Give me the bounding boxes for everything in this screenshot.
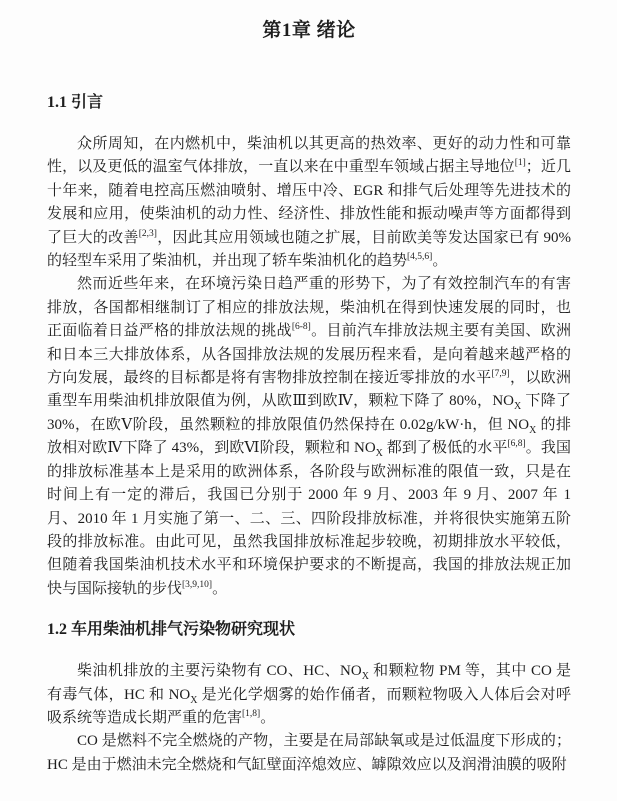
section-heading-1-2: 1.2 车用柴油机排气污染物研究现状 xyxy=(47,621,296,639)
section-1-2 xyxy=(47,616,571,777)
section-1-2-paragraphs xyxy=(47,660,571,777)
citation-superscript: [7,9] xyxy=(491,369,510,380)
chemical-subscript: X xyxy=(375,448,383,460)
citation-superscript: [1,8] xyxy=(242,708,261,719)
citation-superscript: [3,9,10] xyxy=(182,579,213,590)
citation-superscript: [1] xyxy=(514,158,526,169)
citation-superscript: [4,5,6] xyxy=(407,252,433,263)
citation-superscript: [6-8] xyxy=(291,322,311,333)
chemical-subscript: X xyxy=(514,401,522,413)
section-heading-1-1: 1.1 引言 xyxy=(47,94,104,111)
chemical-subscript: X xyxy=(361,671,369,683)
paragraph: 然而近些年来，在环境污染日趋严重的形势下，为了有效控制汽车的有害排放，各国都相继制订了相应的排放法规，柴油机在得到快速发展的同时，也正面临着日益严格的排放法规的挑战[6-8]。目前汽车排放法规主要有美国、欧洲和日本三大排放体系，从各国排放法规的发展历程来看，是向着越来越严格的方向发展，最终的目标都是将有害物排放控制在接近零排放的水平[7,9]，以欧洲重型车用柴油机排放限值为例，从欧Ⅲ到欧Ⅳ，颗粒下降了 80%，$NO_X$ 下降了 30%，在欧Ⅴ阶段，虽然颗粒的排放限值仍然保持在 0.02g/kW·h，但 $NO_X$ 的排放相对欧Ⅳ下降了 43%，到欧Ⅵ阶段，颗粒和 $NO_X$ 都到了极低的水平[6,8]。我国的排放标准基本上是采用的欧洲体系，各阶段与欧洲标准的限值一致，只是在时间上有一定的滞后，我国已分别于 2000 年 9 月、2003 年 9 月、2007 年 1 月、2010 年 1 月实施了第一、二、三、四阶段排放标准，并将很快实施第五阶段的排放标准。由此可见，虽然我国排放标准起步较晚，初期排放水平较低，但随着我国柴油机技术水平和环境保护要求的不断提高，我国的排放法规正加快与国际接轨的步伐[3,9,10]。 xyxy=(47,276,571,597)
paragraph: CO 是燃料不完全燃烧的产物，主要是在局部缺氧或是过低温度下形成的；HC 是由于燃油未完全燃烧和气缸壁面淬熄效应、罅隙效应以及润滑油膜的吸附 xyxy=(47,733,571,773)
section-1-1 xyxy=(47,89,571,601)
chemical-subscript: X xyxy=(190,694,198,706)
chapter-title: 第1章 绪论 xyxy=(262,20,356,41)
paragraph: 柴油机排放的主要污染物有 CO、HC、$NO_X$ 和颗粒物 PM 等，其中 CO 是有毒气体，HC 和 $NO_X$ 是光化学烟雾的始作俑者，而颗粒物吸入人体后会对呼吸系统等造成长期严重的危害[1,8]。 xyxy=(47,663,571,726)
citation-superscript: [6,8] xyxy=(507,439,526,450)
citation-superscript: [2,3] xyxy=(138,228,157,239)
paragraph: 众所周知，在内燃机中，柴油机以其更高的热效率、更好的动力性和可靠性，以及更低的温室气体排放，一直以来在中重型车领域占据主导地位[1]；近几十年来，随着电控高压燃油喷射、增压中冷、EGR 和排气后处理等先进技术的发展和应用，使柴油机的动力性、经济性、排放性能和振动噪声等方面都得到了巨大的改善[2,3]，因此其应用领域也随之扩展，目前欧美等发达国家已有 90%的轻型车采用了柴油机，并出现了轿车柴油机化的趋势[4,5,6]。 xyxy=(47,136,571,270)
section-1-1-paragraphs xyxy=(47,133,571,601)
chemical-subscript: X xyxy=(529,424,537,436)
